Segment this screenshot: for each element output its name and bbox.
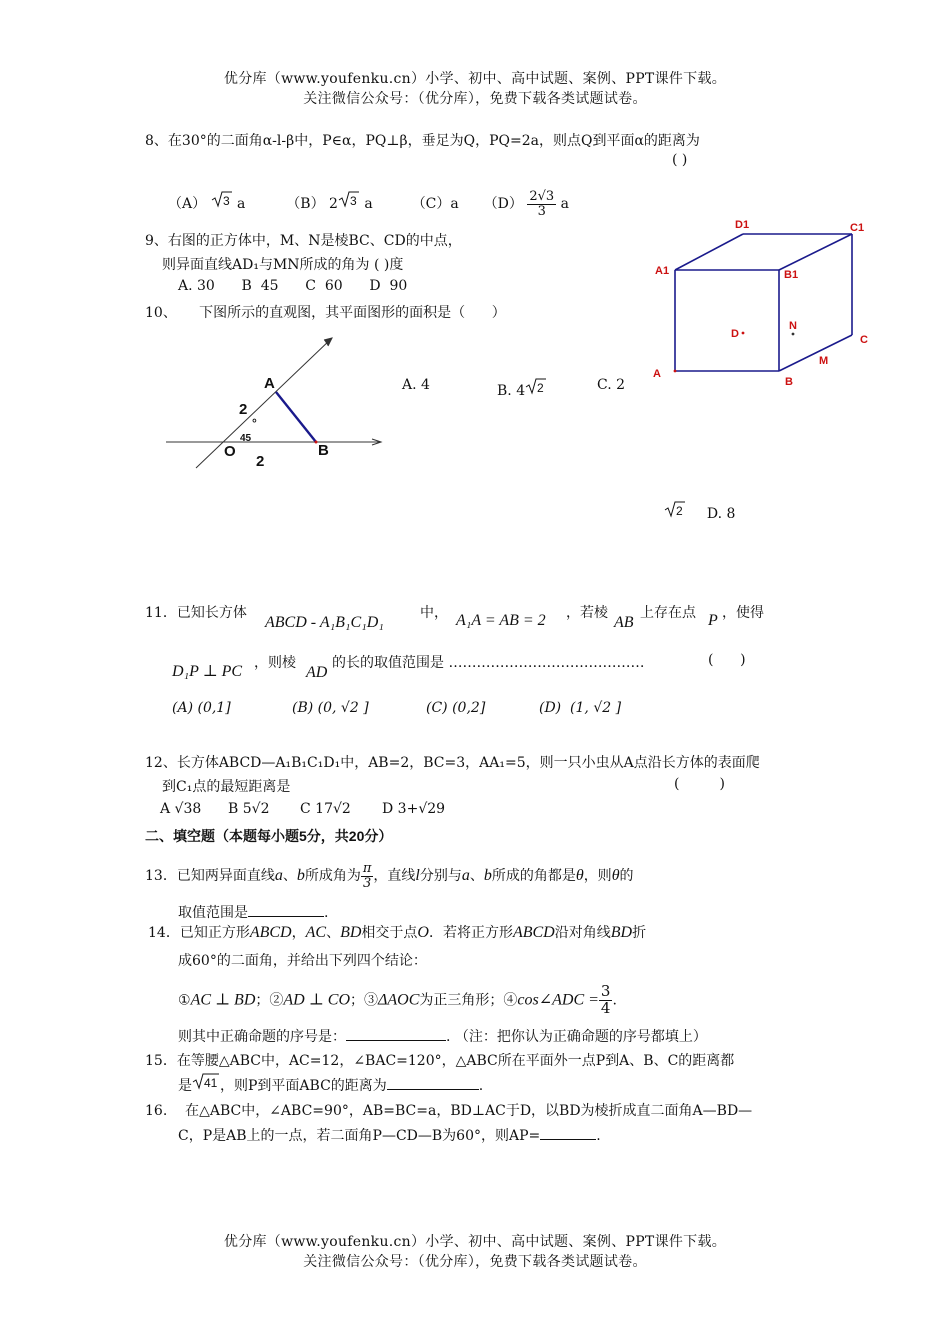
q10-opt-d-text: D. 8	[706, 506, 736, 522]
q8-options	[168, 190, 569, 218]
q14-mid2: ．若将正方形	[428, 925, 513, 941]
q8-text: 8、在30°的二面角α-l-β中，P∈α，PQ⊥β，垂足为Q，PQ=2a，则点Q到平面α的距离为	[145, 133, 700, 149]
q13-l: l	[415, 867, 420, 885]
q14-pre: 14．已知正方形	[148, 925, 250, 941]
q15-line-2	[178, 1072, 483, 1095]
q11-edge: AB	[614, 614, 634, 631]
q13-theta2: θ	[611, 867, 620, 885]
q8-opt-a-label: （A）	[168, 196, 207, 213]
q11-mid1: 中，	[420, 605, 448, 621]
label-b: B	[785, 376, 793, 388]
label-c1: C1	[850, 222, 865, 234]
label-angle: 45	[240, 433, 252, 444]
q13-b2: b	[483, 867, 492, 885]
q13-frac-den: 3	[362, 875, 372, 891]
q15-line2-pre: 是	[178, 1078, 192, 1094]
q11-line2-cond: D₁P ⊥ PC	[172, 663, 243, 680]
q13-line-1	[145, 862, 634, 890]
q8-opt-d-den: 3	[537, 203, 546, 219]
q13-mid: 所成角为	[304, 868, 361, 885]
q10-text: 10、 下图所示的直观图，其平面图形的面积是（ ）	[145, 305, 506, 321]
q12-paren: ( )	[674, 776, 725, 792]
q14-c3-math: ΔAOC	[378, 991, 420, 1009]
q8-opt-b-val: a	[364, 196, 373, 213]
q13-fraction	[361, 862, 374, 890]
sqrt-3-icon	[338, 190, 360, 212]
q15-line-1: 15．在等腰△ABC中，AC=12，∠BAC=120°，△ABC所在平面外一点P到A、B、C的距离都	[145, 1053, 735, 1069]
q10-opt-b-pre: B. 4	[497, 383, 526, 399]
q12-line-1: 12、长方体ABCD—A₁B₁C₁D₁中，AB=2，BC=3，AA₁=5，则一只小虫从A点沿长方体的表面爬	[145, 755, 760, 771]
q8-opt-a-val: a	[237, 196, 246, 213]
q13-sep2: 、	[469, 868, 484, 885]
q12-line-2: 到C₁点的最短距离是	[162, 779, 291, 795]
q14-c2: ；②	[255, 992, 284, 1009]
label-c: C	[860, 334, 868, 346]
sqrt-41-value: 41	[204, 1076, 218, 1090]
label-n: N	[789, 320, 797, 332]
q14-c4-den: 4	[600, 998, 611, 1017]
q9-line-1: 9、右图的正方体中，M、N是棱BC、CD的中点，	[145, 233, 462, 249]
q11-opt-b: (B) (0, √2 ]	[292, 700, 369, 716]
q11-line-1	[145, 602, 247, 622]
q14-c4-fraction	[599, 984, 613, 1017]
q10-labels	[224, 375, 329, 470]
label-oa-length: 2	[239, 401, 248, 418]
q10-opt-c: C. 2	[597, 377, 626, 393]
q14-line-2: 成60°的二面角，并给出下列四个结论：	[178, 953, 427, 969]
label-b1: B1	[784, 269, 799, 281]
label-a: A	[264, 375, 275, 392]
q13-end2: 的	[619, 868, 634, 885]
q14-end: 折	[632, 925, 647, 941]
q12-opt-c: C 17√2	[300, 801, 351, 817]
sqrt-41-icon	[192, 1072, 220, 1094]
sqrt-2-icon	[664, 500, 686, 522]
q14-c3: ；③	[350, 992, 378, 1009]
q11-mid2: ，若棱	[566, 605, 608, 621]
footer-line-2: 关注微信公众号：（优分库），免费下载各类试题试卷。	[303, 1254, 647, 1270]
q13-end: ，则	[583, 868, 612, 885]
label-o: O	[224, 443, 236, 460]
q14-line-3	[178, 984, 617, 1017]
sqrt-2-icon	[525, 377, 547, 399]
q14-mid3: 沿对角线	[554, 925, 611, 941]
q10-opt-d	[664, 500, 735, 522]
point-a-dot	[674, 370, 677, 373]
segment-ab	[276, 392, 316, 442]
q15-line2-mid: ，则P到平面ABC的距离为	[220, 1078, 387, 1094]
q13-line-2: 取值范围是 .	[178, 905, 329, 921]
q14-c4-math: cos∠ADC =	[517, 991, 599, 1009]
q14-c1: ①	[178, 992, 191, 1009]
edge-a1-d1	[675, 234, 743, 270]
q13-mid3: 分别与	[419, 868, 462, 885]
q11-opt-d: (D) (1, √2 ]	[539, 700, 622, 716]
q8-opt-b-label: （B）	[286, 196, 325, 213]
svg-text:3: 3	[349, 194, 357, 209]
q9-options: A. 30 B 45 C 60 D 90	[178, 278, 408, 294]
q14-c2-math: AD ⊥ CO	[283, 991, 350, 1009]
q13-b: b	[296, 867, 305, 885]
label-a1: A1	[655, 265, 670, 277]
footer-line-1: 优分库（www.youfenku.cn）小学、初中、高中试题、案例、PPT课件下载。	[223, 1234, 727, 1250]
q16-line2-text: C，P是AB上的一点，若二面角P—CD—B为60°，则AP=	[178, 1128, 541, 1144]
q13-pre: 13．已知两异面直线	[145, 868, 275, 885]
q8-opt-d-label: （D）	[483, 196, 523, 213]
q11-opt-c: (C) (0,2]	[426, 700, 486, 716]
q9-line-2: 则异面直线AD₁与MN所成的角为 ( )度	[162, 257, 404, 273]
q14-line4-pre: 则其中正确命题的序号是：	[178, 1029, 346, 1045]
q14-c1-math: AC ⊥ BD	[190, 991, 256, 1009]
q13-answer-blank[interactable]	[248, 916, 324, 917]
svg-text:2: 2	[676, 504, 683, 518]
q8-opt-d-num: 2√3	[529, 189, 555, 204]
q14-line-1	[148, 922, 646, 942]
cube-edges	[675, 234, 852, 371]
q16-line-1: 16. 在△ABC中，∠ABC=90°，AB=BC=a，BD⊥AC于D，以BD为棱折成直二面角A—BD—	[145, 1103, 753, 1119]
q10-opt-a: A. 4	[402, 377, 430, 393]
q12-opt-d: D 3+√29	[382, 801, 446, 817]
q15-line2-end: .	[478, 1078, 484, 1094]
q14-sep: ，	[291, 925, 306, 941]
label-d: D	[731, 328, 739, 340]
q13-line2-text: 取值范围是	[178, 905, 248, 921]
cube-figure	[645, 212, 885, 402]
q11-end: ，使得	[722, 605, 764, 621]
q8-opt-b-pre: 2	[329, 196, 338, 213]
label-ob-length: 2	[256, 453, 265, 470]
q14-c4-num: 3	[600, 982, 611, 1000]
header-line-1: 优分库（www.youfenku.cn）小学、初中、高中试题、案例、PPT课件下载。	[223, 71, 727, 87]
q8-opt-d-fraction	[527, 190, 556, 218]
q16-answer-blank[interactable]	[540, 1139, 596, 1140]
edge-b1-c1	[779, 234, 852, 270]
svg-text:2: 2	[537, 381, 544, 395]
q13-mid4: 所成的角都是	[491, 868, 576, 885]
q13-frac-num: π	[362, 861, 372, 876]
q12-opt-b: B 5√2	[228, 801, 270, 817]
q11-line2-mid: ，则棱	[254, 655, 296, 671]
degree-mark: °	[252, 416, 257, 430]
q14-sq: ABCD	[249, 924, 292, 941]
q8-opt-c: （C）a	[411, 196, 459, 213]
q16-line-2	[178, 1125, 601, 1145]
slant-axis-line	[196, 338, 332, 468]
q13-a2: a	[461, 867, 470, 885]
label-b: B	[318, 442, 329, 459]
q13-a: a	[274, 867, 283, 885]
q15-answer-blank[interactable]	[387, 1089, 479, 1090]
q14-sq2: ABCD	[512, 924, 555, 941]
q11-cond: A₁A = AB = 2	[456, 612, 546, 629]
svg-text:3: 3	[222, 194, 230, 209]
section-2-title: 二、填空题（本题每小题5分，共20分）	[145, 828, 393, 844]
point-d-dot	[742, 332, 745, 335]
cube-labels	[653, 219, 868, 388]
q14-c3-text: 为正三角形；④	[419, 992, 518, 1009]
q14-o: O	[417, 924, 429, 941]
q11-paren: ( )	[708, 652, 746, 668]
edge-b-c	[779, 335, 852, 371]
q14-bd: BD	[340, 924, 362, 941]
q14-ac: AC	[305, 924, 327, 941]
label-d1: D1	[735, 219, 750, 231]
q13-sep: 、	[282, 868, 297, 885]
q14-answer-blank[interactable]	[346, 1040, 446, 1041]
q11-pre: 11．已知长方体	[145, 605, 247, 621]
q8-paren: ( )	[672, 152, 688, 168]
q14-dun: 、	[326, 925, 341, 941]
point-n-dot	[792, 333, 795, 336]
q14-line4-end: . （注：把你认为正确命题的序号都填上）	[446, 1029, 707, 1045]
label-m: M	[819, 355, 829, 367]
q13-mid2: ，直线	[373, 868, 416, 885]
q13-theta: θ	[575, 867, 584, 885]
q14-mid: 相交于点	[361, 925, 418, 941]
header-line-2: 关注微信公众号：（优分库），免费下载各类试题试卷。	[303, 91, 647, 107]
label-a: A	[653, 368, 661, 380]
q11-line2-edge: AD	[306, 664, 328, 681]
q14-line-4	[178, 1026, 707, 1046]
q11-line2-end: 的长的取值范围是 ……………………………………	[332, 655, 645, 671]
q11-point: P	[708, 612, 718, 629]
sqrt-3-icon	[211, 190, 233, 212]
q11-mid3: 上存在点	[640, 605, 696, 621]
q8-opt-d-val: a	[560, 196, 569, 213]
q14-bd2: BD	[610, 924, 633, 941]
q10-opt-b	[497, 377, 547, 399]
q11-opt-a: (A) (0,1]	[172, 700, 231, 716]
q14-c4-end: .	[612, 992, 617, 1009]
q12-opt-a: A √38	[160, 801, 202, 817]
q10-figure	[160, 330, 390, 475]
q11-box: ABCD - A₁B₁C₁D₁	[265, 614, 384, 631]
q16-line2-end: .	[596, 1128, 601, 1144]
